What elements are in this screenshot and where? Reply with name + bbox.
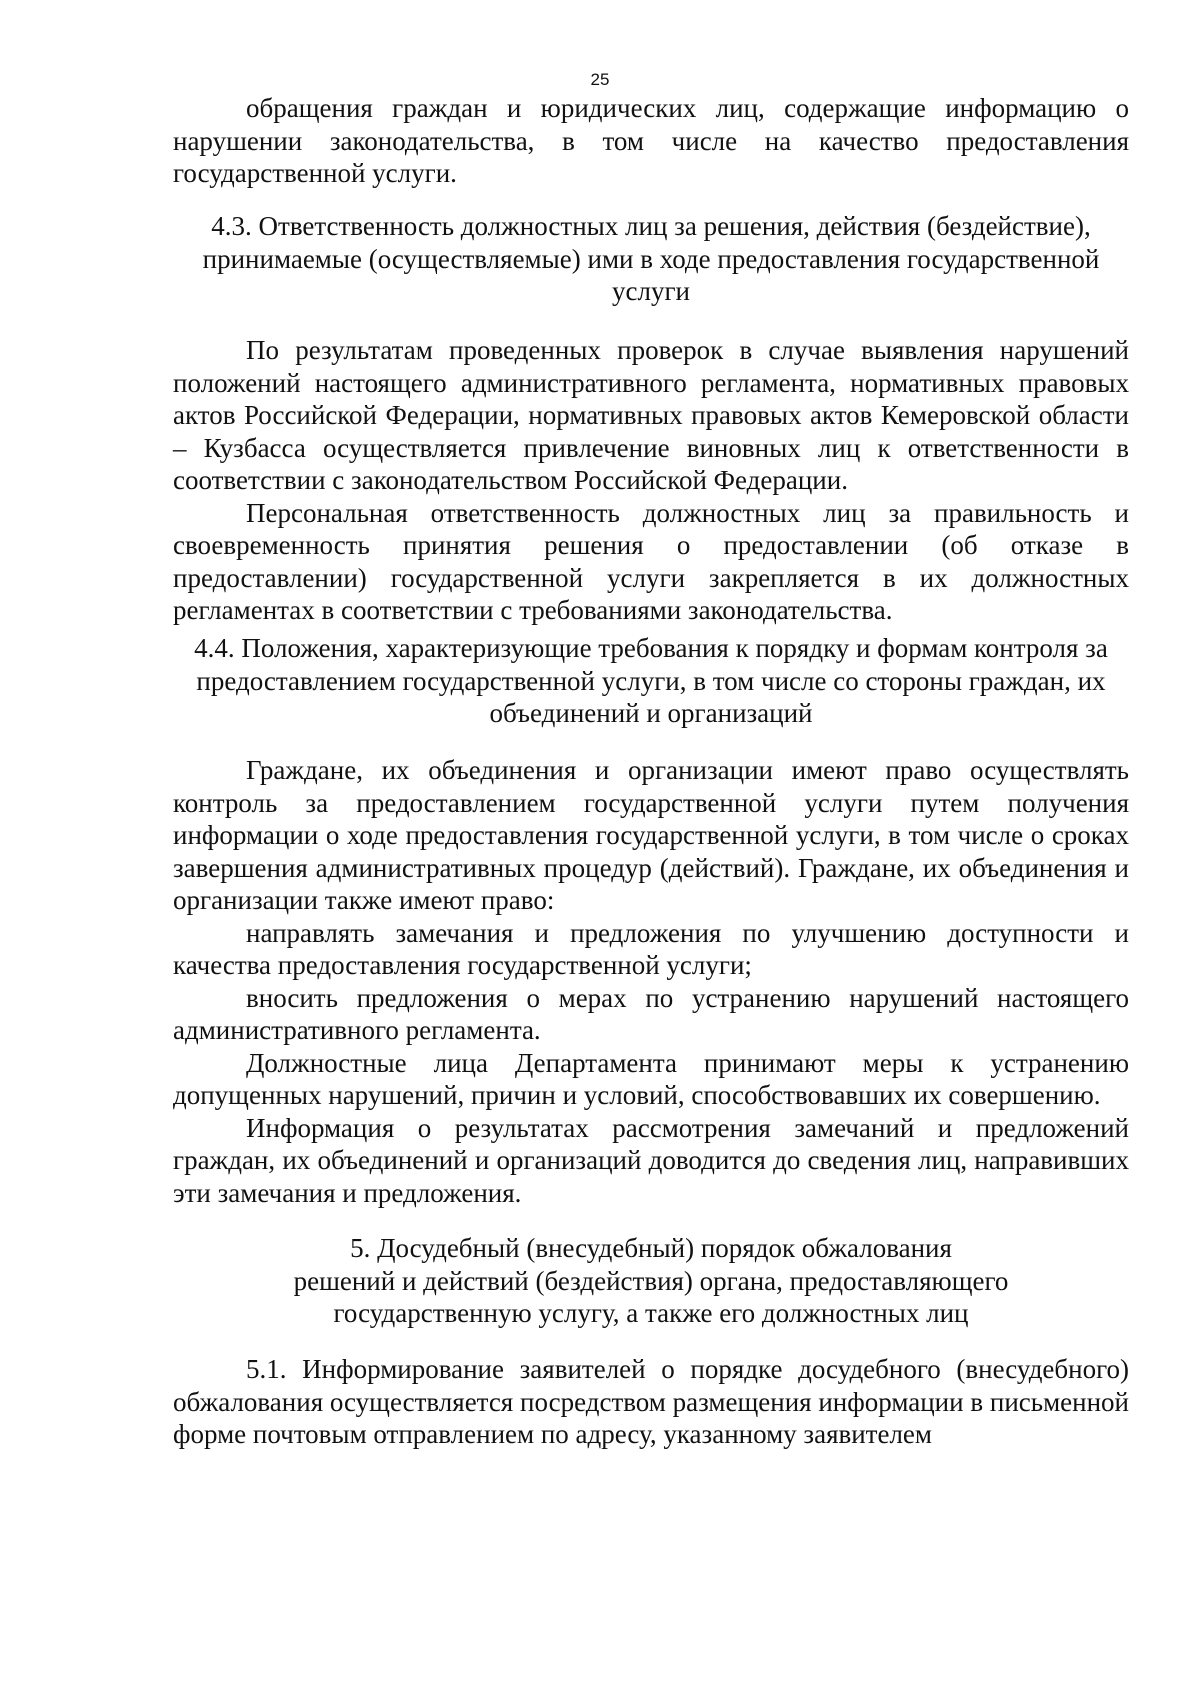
section-5-1-body [173, 1353, 1129, 1451]
paragraph: Граждане, их объединения и организации имеют право осуществлять контроль за предоставлением государственной услуги путем получения информации о ходе предоставления государственной услуги, в том числе о сроках завершения административных процедур (действий). Граждане, их объединения и организации также имеют право: [173, 755, 1129, 915]
section-4-3-body [173, 334, 1129, 627]
section-heading-5: 5. Досудебный (внесудебный) порядок обжалования решений и действий (бездействия) органа, предоставляющего государственную услугу, а также его должностных лиц [293, 1233, 1009, 1328]
paragraph: 5.1. Информирование заявителей о порядке досудебного (внесудебного) обжалования осуществляется посредством размещения информации в письменной форме почтовым отправлением по адресу, указанному заявителем [173, 1354, 1129, 1449]
paragraph: направлять замечания и предложения по улучшению доступности и качества предоставления государственной услуги; [173, 917, 1129, 980]
paragraph: Персональная ответственность должностных лиц за правильность и своевременность принятия решения о предоставлении (об отказе в предоставлении) государственной услуги закрепляется в их должностных регламентах в соответствии с требованиями законодательства. [173, 497, 1129, 625]
section-heading-4-4: 4.4. Положения, характеризующие требования к порядку и формам контроля за предоставлением государственной услуги, в том числе со стороны граждан, их объединений и организаций [194, 633, 1108, 728]
section-4-4-body [173, 754, 1129, 1209]
paragraph: По результатам проведенных проверок в случае выявления нарушений положений настоящего административного регламента, нормативных правовых актов Российской Федерации, нормативных правовых актов Кемеровской области – Кузбасса осуществляется привлечение виновных лиц к ответственности в соответствии с законодательством Российской Федерации. [173, 335, 1129, 495]
paragraph: Должностные лица Департамента принимают меры к устранению допущенных нарушений, причин и условий, способствовавших их совершению. [173, 1047, 1129, 1110]
paragraph-continuation: обращения граждан и юридических лиц, содержащие информацию о нарушении законодательства, в том числе на качество предоставления государственной услуги. [173, 93, 1129, 188]
page-number: 25 [590, 70, 610, 89]
paragraph: вносить предложения о мерах по устранению нарушений настоящего административного регламента. [173, 982, 1129, 1045]
section-heading-4-3: 4.3. Ответственность должностных лиц за решения, действия (бездействие), принимаемые (осуществляемые) ими в ходе предоставления государственной услуги [202, 211, 1100, 306]
paragraph: Информация о результатах рассмотрения замечаний и предложений граждан, их объединений и организаций доводится до сведения лиц, направивших эти замечания и предложения. [173, 1112, 1129, 1208]
